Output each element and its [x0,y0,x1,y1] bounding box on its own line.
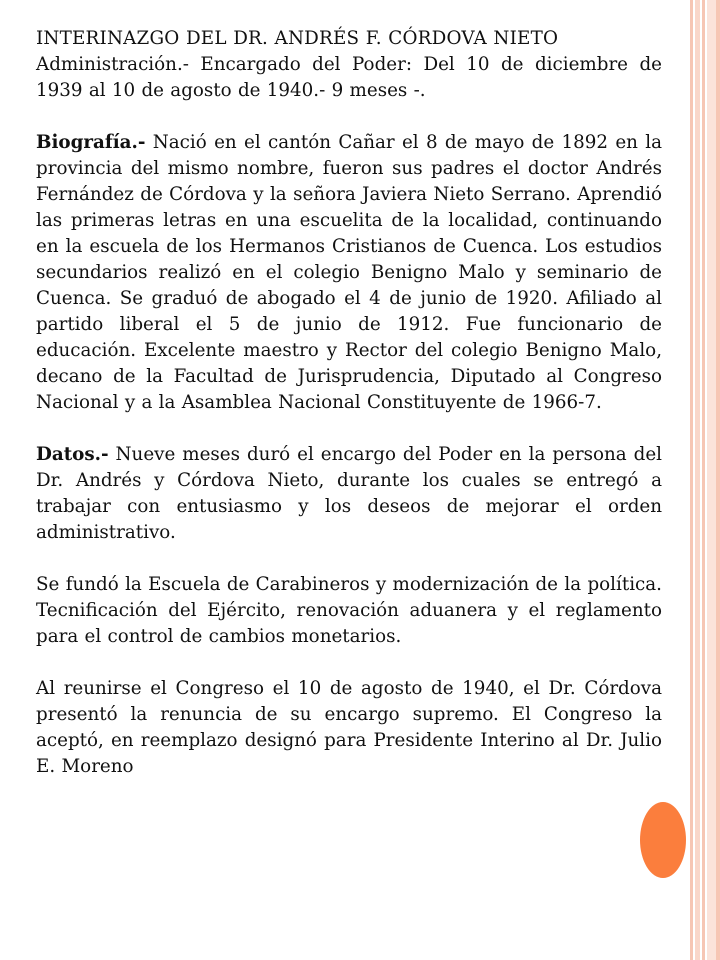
biography-paragraph [36,130,662,416]
biography-label: Biografía.- [36,132,146,153]
decorative-stripe [702,0,705,960]
orange-oval-decoration [640,802,686,878]
decorative-stripe [716,0,720,960]
administration-paragraph: Administración.- Encargado del Poder: Del 10 de diciembre de 1939 al 10 de agosto de 1940.- 9 meses -. [36,54,662,101]
document-body [36,26,662,780]
decorative-stripe [690,0,693,960]
data-label: Datos.- [36,444,109,465]
decorative-stripe [707,0,716,960]
biography-text: Nació en el cantón Cañar el 8 de mayo de 1892 en la provincia del mismo nombre, fueron sus padres el doctor Andrés Fernández de Córdova y la señora Javiera Nieto Serrano. Aprendió las primeras letras en una escuelita de la localidad, continuando en la escuela de los Hermanos Cristianos de Cuenca. Los estudios secundarios realizó en el colegio Benigno Malo y seminario de Cuenca. Se graduó de abogado el 4 de junio de 1920. Afiliado al partido liberal el 5 de junio de 1912. Fue funcionario de educación. Excelente maestro y Rector del colegio Benigno Malo, decano de la Facultad de Jurisprudencia, Diputado al Congreso Nacional y a la Asamblea Nacional Constituyente de 1966-7. [36,132,662,413]
congreso-paragraph: Al reunirse el Congreso el 10 de agosto de 1940, el Dr. Córdova presentó la renuncia de su encargo supremo. El Congreso la aceptó, en reemplazo designó para Presidente Interino al Dr. Julio E. Moreno [36,678,662,777]
document-title: INTERINAZGO DEL DR. ANDRÉS F. CÓRDOVA NIETO [36,28,559,49]
escuela-paragraph: Se fundó la Escuela de Carabineros y modernización de la política. Tecnificación del Ejército, renovación aduanera y el reglamento para el control de cambios monetarios. [36,574,662,647]
data-text: Nueve meses duró el encargo del Poder en la persona del Dr. Andrés y Córdova Nieto, durante los cuales se entregó a trabajar con entusiasmo y los deseos de mejorar el orden administrativo. [36,444,662,543]
decorative-stripe [695,0,700,960]
data-paragraph [36,442,662,546]
